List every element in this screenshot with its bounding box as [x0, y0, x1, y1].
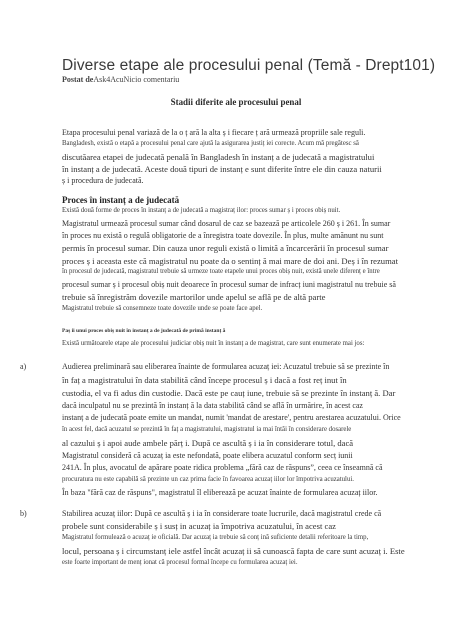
list-item-line: dacă inculpatul nu se prezintă în instanț ă la data stabilită când se află în urmărire, în acest caz: [62, 401, 363, 410]
intro-line: ș i procedura de judecată.: [62, 176, 144, 185]
document-title: Diverse etape ale procesului penal (Temă - Drept101): [62, 57, 436, 74]
intro-line: în instanț a de judecată. Aceste două tipuri de instanț e sunt diferite între ele din cauza naturii: [62, 164, 382, 174]
list-marker: a): [20, 362, 27, 371]
list-item-line: Magistratul consideră că acuzaț ia este nefondată, poate elibera acuzatul conform secț iunii: [62, 451, 353, 460]
list-item-line: locul, persoana ș i circumstanț iele astfel încât acuzaț ii să cunoască fapta de care sunt acuzaț i. Este: [62, 546, 405, 556]
list-item-line: custodia, el va fi adus din custodie. Dacă este pe cauț iune, trebuie să se prezinte în instanț ă. Dar: [62, 388, 396, 398]
list-item-line: Stabilirea acuzaț iilor: După ce ascultă ș i ia în considerare toate lucrurile, dacă magistratul crede că: [62, 509, 382, 518]
section-line: permis în procesul sumar. Din cauza unor reguli există o limită a încarcerării în procesul sumar: [62, 243, 389, 253]
list-item-line: al cazului ș i apoi aude ambele părț i. După ce ascultă ș i ia în considerare totul, dacă: [62, 438, 354, 448]
section-line: proces ș i aceasta este că magistratul nu poate da o sentinț ă mai mare de doi ani. Deș i în rezumat: [62, 256, 398, 266]
author-link[interactable]: Ask4Acu: [93, 75, 124, 84]
list-marker: b): [20, 509, 27, 518]
intro-line: discutăarea etapei de judecată penală în Bangladesh în instanț a de judecată a magistratului: [62, 152, 375, 162]
list-item-line: instanț a de judecată poate emite un mandat, numit 'mandat de arestare', pentru arestarea acuzatului. Orice: [62, 413, 401, 422]
intro-line: Bangladesh, există o etapă a procesului penal care ajută la asigurarea justiț iei corecte. Acum mă pregătesc să: [62, 140, 359, 147]
list-item-line: în faț a magistratului în data stabilită când începe procesul ș i dacă a fost reț inut în: [62, 375, 347, 385]
list-item-line: Magistratul formulează o acuzaț ie oficială. Dar acuzaț ia trebuie să conț ină suficiente detalii referitoare la timp,: [62, 534, 369, 541]
section-line: Magistratul urmează procesul sumar când dosarul de caz se bazează pe articolele 260 ș i 261. În sumar: [62, 219, 391, 228]
list-item-line: Audierea preliminară sau eliberarea înainte de formularea acuzaț iei: Acuzatul trebuie să se prezinte în: [62, 362, 390, 371]
intro-line: Etapa procesului penal variază de la o ț ară la alta ș i fiecare ț ară urmează propriile sale reguli.: [62, 128, 366, 137]
section-intro: Există următoarele etape ale procesului judiciar obiș nuit în instanț a de magistrat, care sunt enumerate mai jos:: [62, 340, 365, 347]
section-title: Proces în instanț a de judecată: [62, 195, 180, 205]
list-item-line: 241A. În plus, avocatul de apărare poate ridica problema „fără caz de răspuns”, ceea ce înseamnă că: [62, 463, 383, 472]
section-line: procesul sumar ș i procesul obiș nuit deoarece în procesul sumar de infracț iuni magistratul nu trebuie să: [62, 280, 396, 289]
list-item-line: în acest fel, dacă acuzatul se prezintă în faț a magistratului, magistratul ia mai întâi în considerare dosarele: [62, 426, 352, 433]
section-line: în proces nu există o regulă obligatorie de a înregistra toate dovezile. În plus, multe amănunt nu sunt: [62, 231, 384, 240]
list-item-line: În baza "fără caz de răspuns", magistratul îl eliberează pe acuzat înainte de formularea acuzaț iilor.: [62, 488, 378, 497]
byline: [62, 75, 179, 84]
section-heading: Stadii diferite ale procesului penal: [170, 97, 302, 107]
section-line: în procesul de judecată, magistratul trebuie să urmeze toate etapele unui proces obiș nuit, există unele diferenț e între: [62, 268, 380, 275]
section-line: trebuie să înregistrăm dovezile martorilor unde apelul se află pe de altă parte: [62, 292, 326, 302]
section-line: Magistratul trebuie să consemneze toate dovezile unde se poate face apel.: [62, 305, 263, 312]
comments-link[interactable]: Nicio comentariu: [123, 75, 180, 84]
list-item-line: procuratura nu este capabilă să prezinte un caz prima facie în favoarea acuzaț iilor lor împotriva acuzatului.: [62, 476, 354, 483]
list-item-line: este foarte important de menț ionat că procesul formal începe cu formularea acuzaț iei.: [62, 559, 298, 566]
section-line: Există două forme de proces în instanț a de judecată a magistraț ilor: proces sumar ș i proces obiș nuit.: [62, 207, 341, 214]
byline-prefix: Postat de: [62, 75, 94, 84]
section-title: Paș ii unui proces obiș nuit în instanț a de judecată de primă instanț ă: [62, 328, 226, 334]
list-item-line: probele sunt considerabile ș i susț in acuzaț ia împotriva acuzatului, în acest caz: [62, 521, 336, 531]
